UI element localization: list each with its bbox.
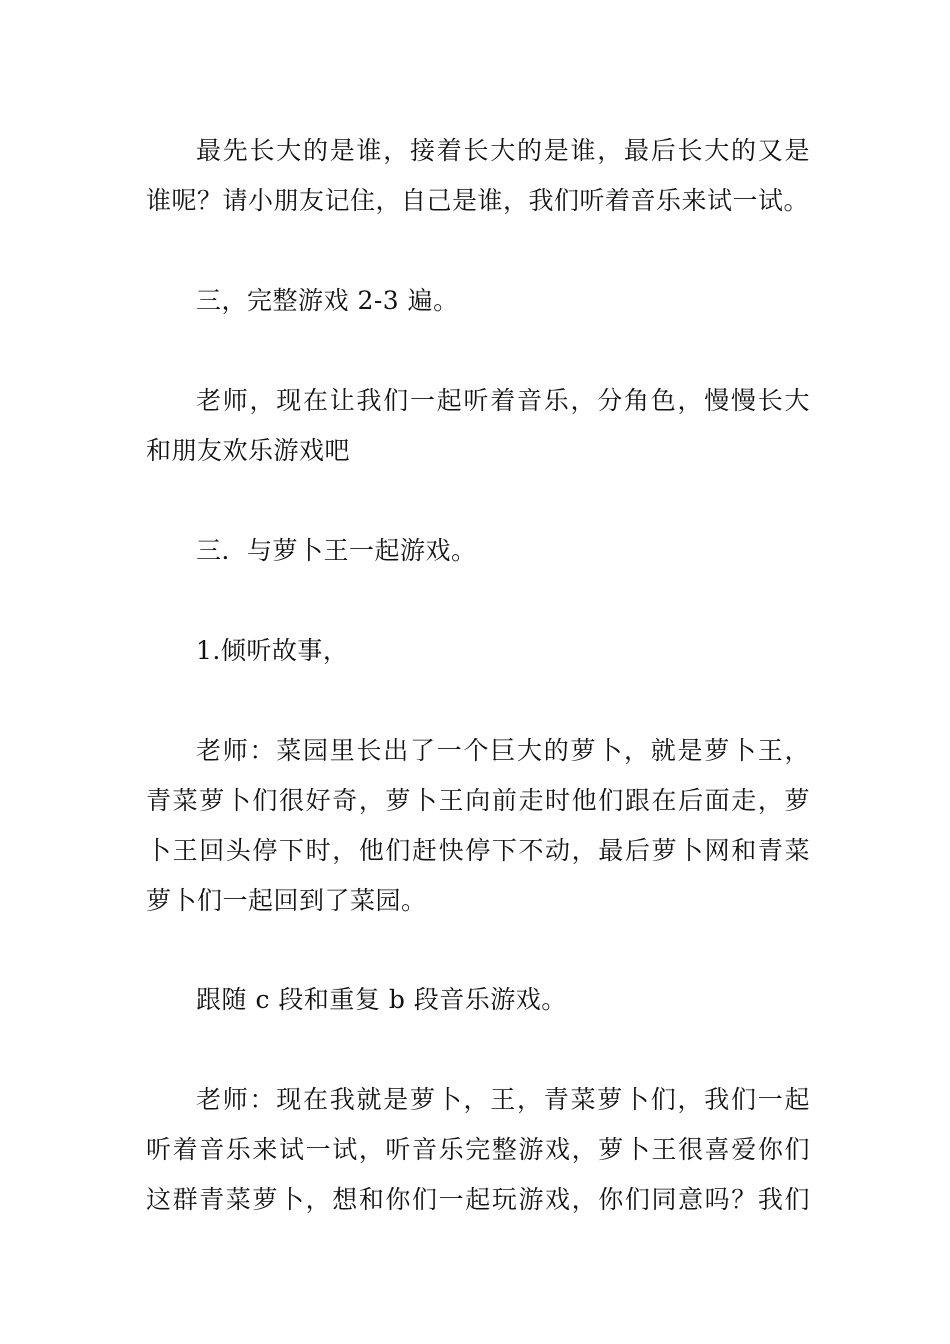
paragraph-1: [146, 126, 810, 226]
paragraph-2-line-1: 三，完整游戏 2-3 遍。: [196, 286, 459, 315]
paragraph-4-line-1: 三．与萝卜王一起游戏。: [196, 536, 477, 565]
paragraph-6-line-4: 萝卜们一起回到了菜园。: [146, 886, 427, 915]
paragraph-5: [146, 626, 810, 676]
paragraph-6-line-1: 老师：菜园里长出了一个巨大的萝卜，就是萝卜王，: [196, 736, 810, 765]
paragraph-7-line-1: 跟随 c 段和重复 b 段音乐游戏。: [196, 985, 567, 1014]
paragraph-8-line-3: 这群青菜萝卜，想和你们一起玩游戏，你们同意吗？我们: [146, 1185, 810, 1214]
paragraph-3-line-2: 和朋友欢乐游戏吧: [146, 436, 351, 465]
paragraph-6-line-2: 青菜萝卜们很好奇，萝卜王向前走时他们跟在后面走，萝: [146, 786, 810, 815]
paragraph-6: [146, 726, 810, 926]
paragraph-1-line-1: 最先长大的是谁，接着长大的是谁，最后长大的又是: [196, 136, 810, 165]
paragraph-2: [146, 276, 810, 326]
paragraph-8: [146, 1075, 810, 1225]
paragraph-8-line-2: 听着音乐来试一试，听音乐完整游戏，萝卜王很喜爱你们: [146, 1135, 810, 1164]
paragraph-1-line-2: 谁呢？请小朋友记住，自己是谁，我们听着音乐来试一试。: [146, 186, 810, 215]
paragraph-8-line-1: 老师：现在我就是萝卜，王，青菜萝卜们，我们一起: [196, 1085, 810, 1114]
paragraph-3: [146, 376, 810, 476]
paragraph-7: [146, 975, 810, 1025]
paragraph-4: [146, 526, 810, 576]
paragraph-5-line-1: 1.倾听故事，: [196, 636, 349, 665]
paragraph-6-line-3: 卜王回头停下时，他们赶快停下不动，最后萝卜网和青菜: [146, 836, 810, 865]
paragraph-3-line-1: 老师，现在让我们一起听着音乐，分角色，慢慢长大: [196, 386, 810, 415]
